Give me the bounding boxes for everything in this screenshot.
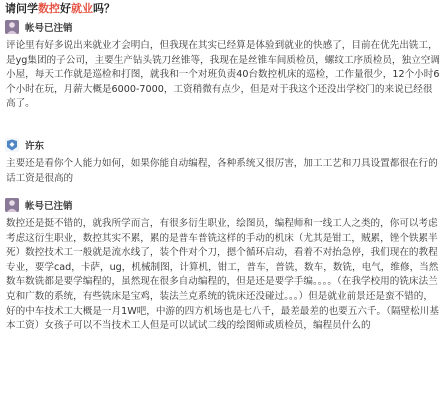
- username[interactable]: 许东: [25, 141, 45, 152]
- answer-item: [5, 17, 441, 135]
- user-avatar-icon: [5, 20, 19, 34]
- answer-header: [5, 135, 441, 155]
- username[interactable]: 帐号已注销: [25, 23, 73, 34]
- answer-content: 数控还是挺不错的，就我所学而言，有很多衍生职业，绘图员，编程师和一线工人之类的，你可以考虑考虑这衍生职业，数控其实不累，累的是普车普铣这样的手动的机床（尤其是钳工，贼累，锉个铁累半死）数控技术工一般就是流水线了，装个件对个刀，摁个循环启动，看着不对抬急停，我们现在的教程专业，要学cad，卡萨，ug，机械制图，计算机，钳工，普车，普铣，数车，数铣，电气，维修，当然数车数铣都是要学编程的，虽然现在很多自动编程的，但是还是要学手编。。。。（在我学校用的铣床法兰克和广数的系统，有些铣床是宝鸡，装法兰克系统的铣床还没碰过。。。）但是就业前景还是蛮不错的，好的中车技术工大概是一月1W吧，中游的四方机场也是七八千，最差最差的也要五六千。（隔壁松川基本工资）女孩子可以不当技术工人但是可以试试二线的绘图师或质检员，编程员什么的: [6, 218, 439, 332]
- question-highlight-shukong: 数控: [38, 2, 60, 15]
- username[interactable]: 帐号已注销: [25, 201, 73, 212]
- answer-header: [5, 17, 441, 37]
- question-highlight-jiuye: 就业: [71, 2, 93, 15]
- answer-item: [5, 135, 441, 195]
- question-suffix: 吗？: [93, 2, 115, 15]
- answer-content: 主要还是看你个人能力如何，如果你能自动编程，各种系统又很厉害，加工工艺和刀具设置都很在行的话工资是很高的: [6, 158, 438, 184]
- avatar[interactable]: [5, 20, 19, 34]
- answer-item: [5, 195, 441, 395]
- avatar[interactable]: [5, 198, 19, 212]
- question-prefix: 请问学: [5, 2, 38, 15]
- question-mid: 好: [60, 2, 71, 15]
- user-avatar-icon: [5, 198, 19, 212]
- avatar[interactable]: [5, 138, 19, 152]
- answer-header: [5, 195, 441, 215]
- user-avatar-icon: [5, 138, 19, 152]
- question-title[interactable]: [5, 2, 441, 16]
- answer-content: 评论里有好多说出来就业才会明白，但我现在其实已经算是体验到就业的快感了，目前在优先出铣工，是yg集团的子公司，主要生产钻头铣刀丝锥等，我现在是丝锥车间质检员，螺纹工序质检员，独立空调小屋，每天工作就是巡检和打图，就我和一个对班负责40台数控机床的巡检，工作量很少，12个小时6个小时在玩，月薪大概是6000-7000，工资稍微有点少，但是对于我这个还没出学校门的来说已经很高了。: [6, 40, 440, 110]
